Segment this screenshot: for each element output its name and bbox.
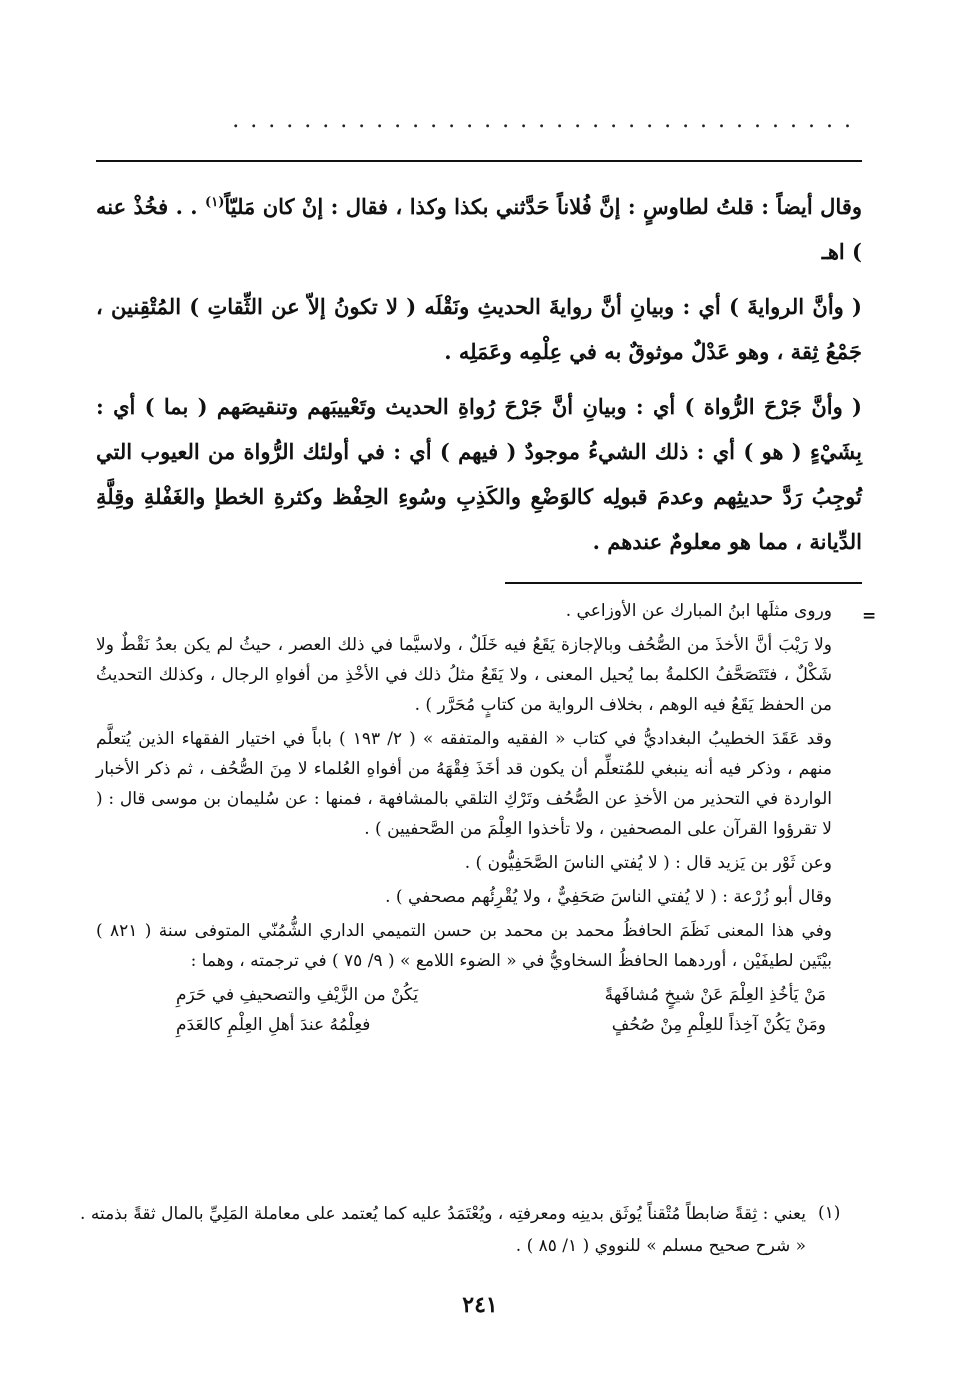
poem-1-second-hemistich: يَكُنْ من الزَّيْفِ والتصحيفِ في حَرَمِ	[176, 985, 419, 1005]
poem-1-first-hemistich: مَنْ يَأخُذِ العِلْمَ عَنْ شيخٍ مُشافَهةً	[604, 985, 826, 1005]
note-4: وعن ثَوْر بن يَزيد قال : ( لا يُفتي الناسَ الصَّحَفِيُّون ) .	[464, 853, 832, 873]
footnote-ref[interactable]: (١)	[205, 195, 225, 210]
note-1: وروى مثلَها ابنُ المبارك عن الأوزاعي .	[565, 601, 832, 621]
poem-line-1	[96, 980, 862, 1010]
note-6: وفي هذا المعنى نَظَمَ الحافظُ محمد بن محمد بن حسن التميمي الداري الشُّمُنّي المتوفى سنة ( ٨٢١ ) بيْتَين لطيفَيْن ، أوردهما الحافظُ السخاويُّ في « الضوء اللامع » ( ٩/ ٧٥ ) في ترجمته ، وهما :	[96, 921, 832, 971]
poem-line-2	[96, 1010, 862, 1040]
paragraph-2: ( وأنَّ الروايةَ ) أي : وبيانِ أنَّ روايةَ الحديثِ ونَقْلَه ( لا تكونُ إلاّ عن الثِّقاتِ ) المُتْقِنين ، جَمْعُ ثِقة ، وهو عَدْلٌ موثوقٌ به في عِلْمِه وعَمَلِه .	[96, 294, 862, 364]
paragraph-1-end: . . فخُذْ عنه ) اهـ	[96, 194, 862, 264]
note-3: وقد عَقَدَ الخطيبُ البغداديُّ في كتاب « الفقيه والمتفقه » ( ٢/ ١٩٣ ) باباً في اختيار الفقهاء الذين يُتعلَّم منهم ، وذكر فيه أنه ينبغي للمُتعلِّم أن يكون قد أخَذَ فِقْهَهُ من أفواهِ العُلماء لا مِنَ الصُّحُف ، ثم ذكر الأخبار الواردة في التحذير من الأخذِ عن الصُّحُف وتَرْكِ التلقي بالمشافهة ، فمنها : عن سُليمان بن موسى قال : ( لا تقرؤوا القرآن على المصحفين ، ولا تأخذوا العِلْمَ من الصَّحفيين ) .	[96, 729, 832, 839]
footnote-rule	[505, 582, 862, 584]
paragraph-1	[96, 180, 862, 274]
footnote-number: (١)	[818, 1203, 841, 1223]
note-5: وقال أبو زُرْعة : ( لا يُفتي الناسَ صَحَفِيٌّ ، ولا يُقْرِئُهم مصحفي ) .	[385, 887, 832, 907]
footnote-text: يعني : ثِقةً ضابطاً مُتْقناً يُوثَق بدينِه ومعرفتِه ، ويُعْتَمَدُ عليه كما يُعتمد على معاملة المَلِيِّ بالمال ثقةً بذمته . « شرح صحيح مسلم » للنووي ( ١/ ٨٥ ) .	[80, 1204, 806, 1256]
top-rule	[96, 160, 862, 162]
poem-2-second-hemistich: فعِلْمُهُ عندَ أهلِ العِلْمِ كالعَدَمِ	[176, 1015, 371, 1035]
paragraph-1-text: وقال أيضاً : قلتُ لطاوسٍ : إنَّ فُلاناً حَدَّثني بكذا وكذا ، فقال : إنْ كان مَليّاً	[224, 194, 862, 219]
note-2: ولا رَيْبَ أنَّ الأخذَ من الصُّحُف وبالإجازة يَقَعُ فيه خَلَلٌ ، ولاسيَّما في ذلك العصر ، حيثُ لم يكن بعدُ نَقْطٌ ولا شَكْلٌ ، فتَتَصَحَّفُ الكلمةُ بما يُحيل المعنى ، ولا يَقَعُ مثلُ ذلك في الأخْذِ من أفواهِ الرجال ، وكذلك التحديثُ من الحفظ يَقَعُ فيه الوهم ، بخلاف الرواية من كتابٍ مُحَرَّر ) .	[96, 635, 832, 715]
continuation-mark: =	[862, 606, 877, 626]
ellipsis-separator: ...................................	[232, 108, 862, 133]
paragraph-3: ( وأنَّ جَرْحَ الرُّواة ) أي : وبيانِ أنَّ جَرْحَ رُواةِ الحديث وتَعْييبَهم وتنقيصَهم ( بما ) أي : بِشَيْءٍ ( هو ) أي : ذلك الشيءُ موجودٌ ( فيهم ) أي : في أولئك الرُّواة من العيوب التي تُوجِبُ رَدَّ حديثِهم وعدمَ قبولِه كالوَضْعِ والكَذِبِ وسُوءِ الحِفْظ وكثرةِ الخطإ والغَفْلةِ وقِلَّةِ الدِّيانة ، مما هو معلومٌ عندهم .	[96, 394, 862, 554]
page-number: ٢٤١	[462, 1292, 498, 1318]
main-text	[96, 180, 862, 574]
notes-section	[96, 596, 862, 1040]
poem-2-first-hemistich: ومَنْ يَكُنْ آخِذاً للعِلْمِ مِنْ صُحُفٍ	[611, 1015, 826, 1035]
